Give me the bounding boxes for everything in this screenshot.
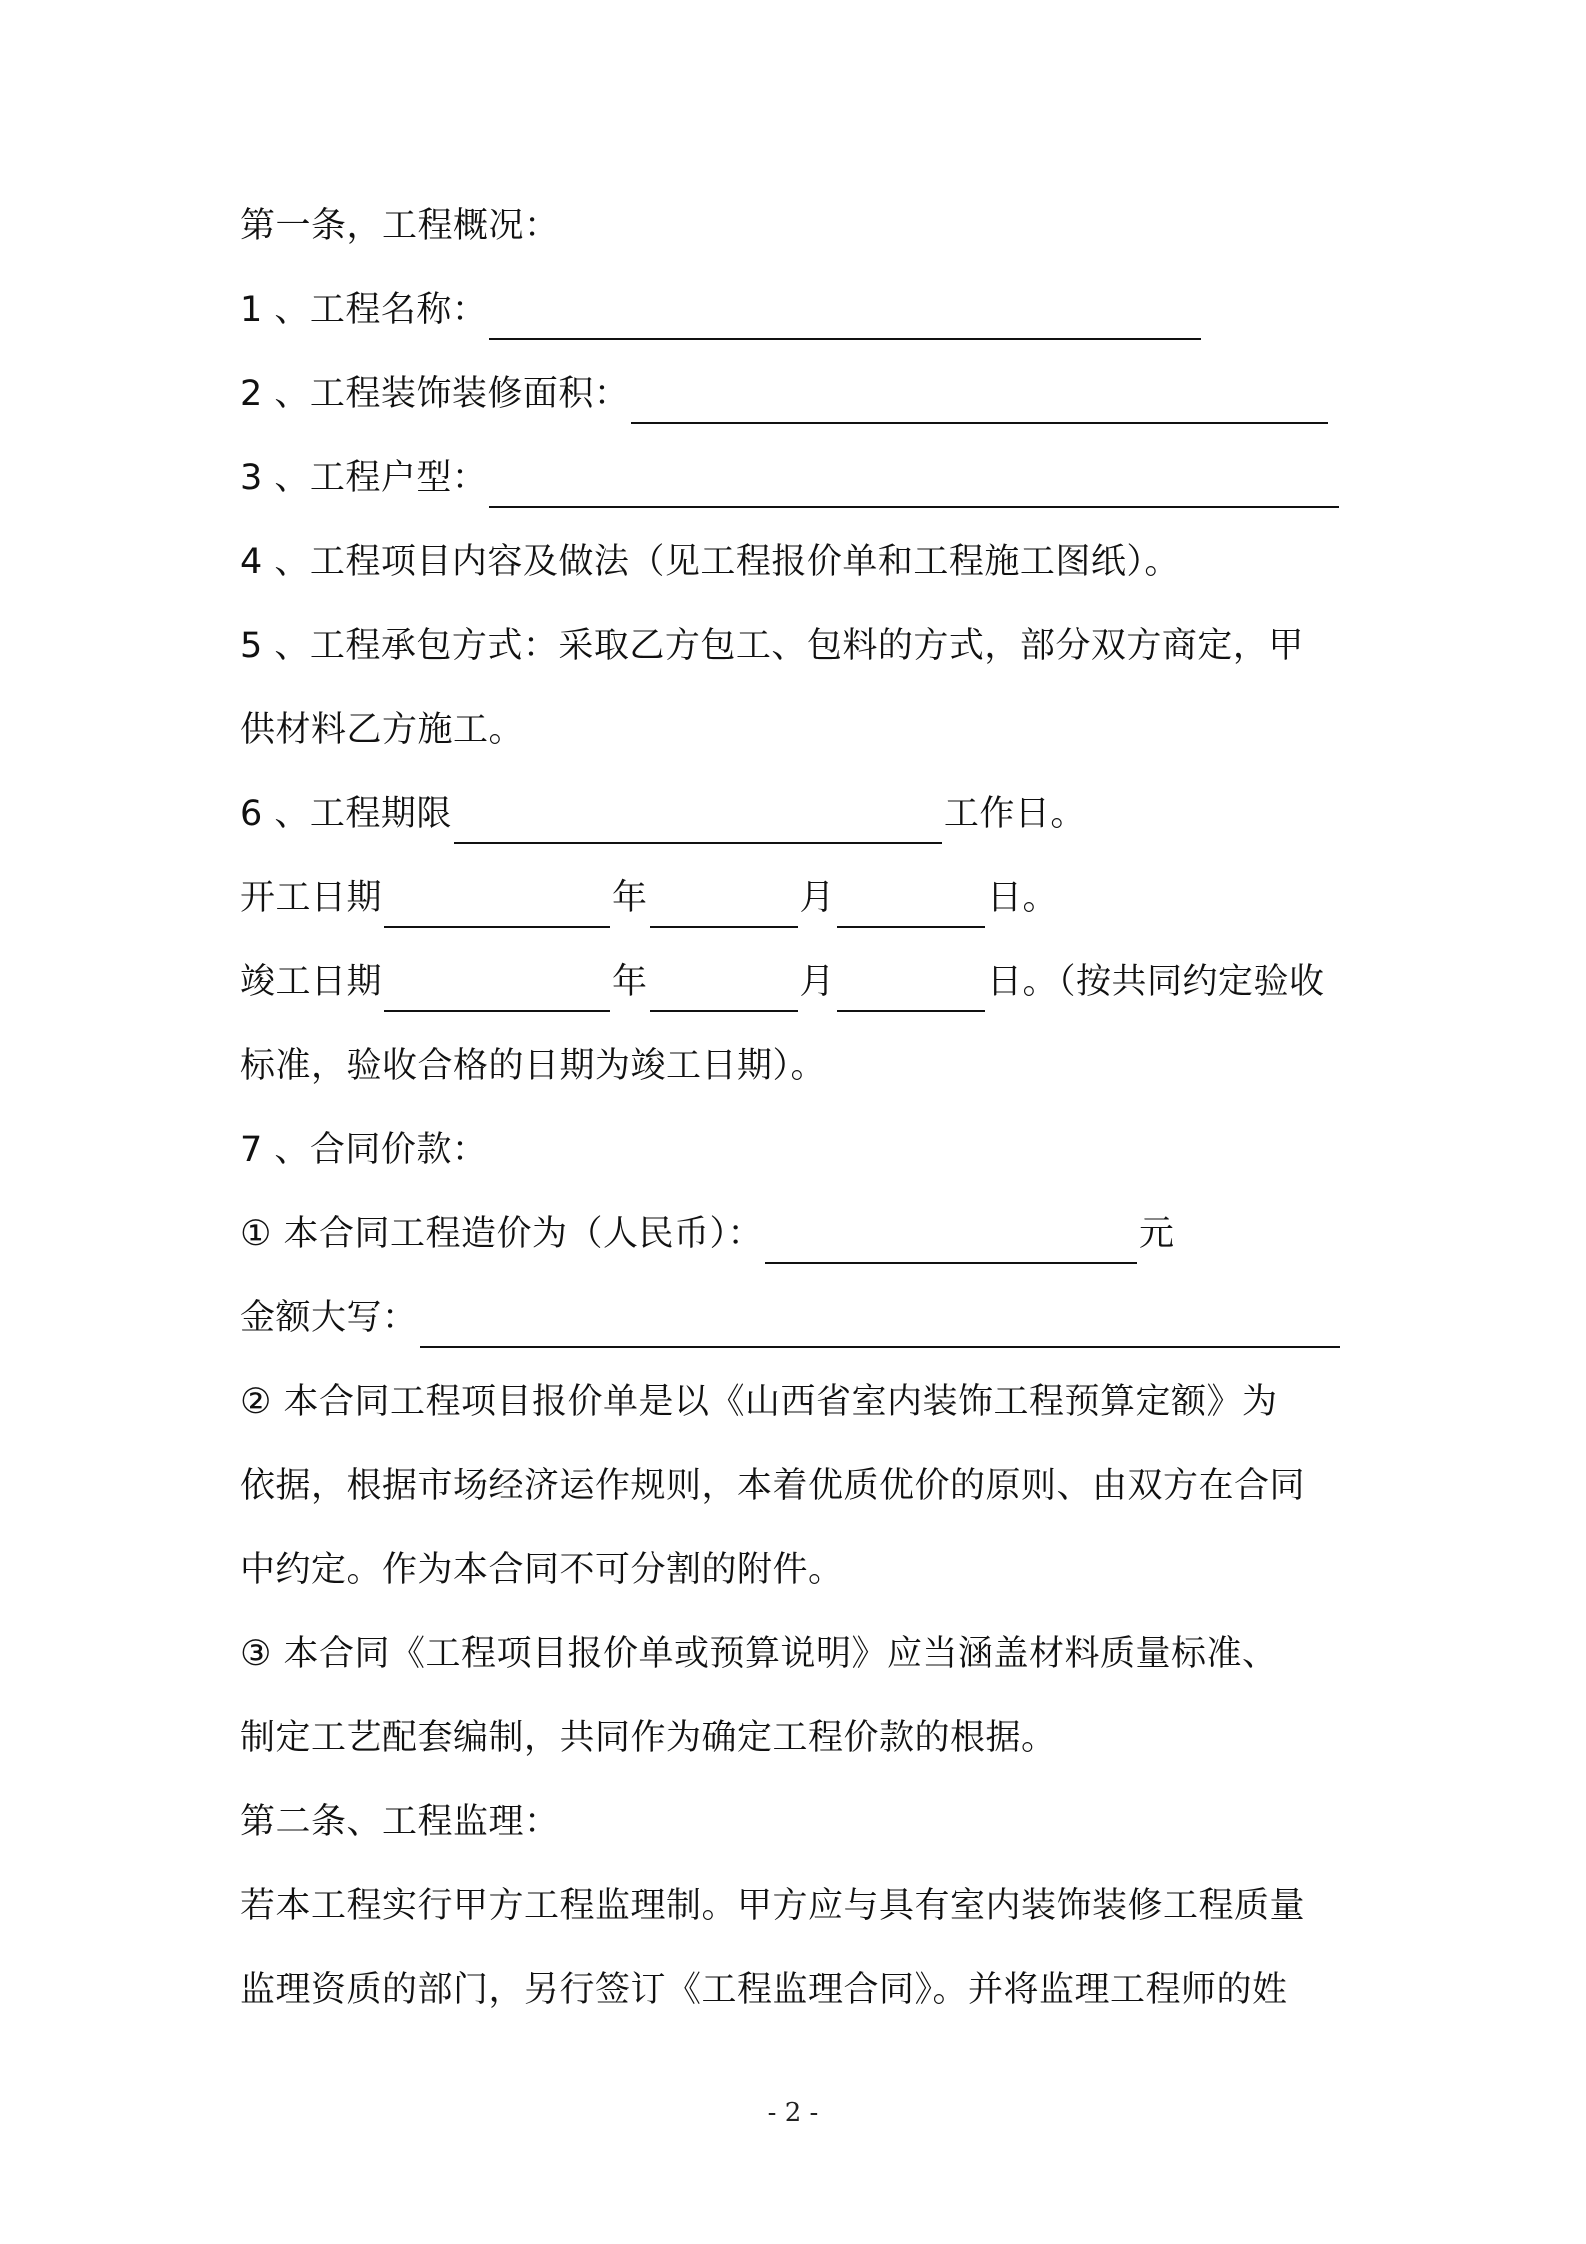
page-number: - 2 - (767, 2098, 819, 2128)
price-blank (765, 1214, 1137, 1264)
price-row (240, 1204, 1175, 1264)
finish-year-blank (384, 962, 610, 1012)
finish-month-label: 月 (799, 962, 836, 1002)
start-date-label: 开工日期 (240, 878, 383, 918)
article2-line1: 若本工程实行甲方工程监理制。甲方应与具有室内装饰装修工程质量 (240, 1886, 1306, 1926)
article1-heading: 第一条，工程概况： (240, 206, 560, 246)
duration-blank (454, 794, 942, 844)
price-unit: 元 (1139, 1214, 1175, 1254)
finish-date-row (240, 952, 1325, 1012)
clause2-line3: 中约定。作为本合同不可分割的附件。 (240, 1550, 844, 1590)
clause3-line1: ③ 本合同《工程项目报价单或预算说明》应当涵盖材料质量标准、 (240, 1634, 1278, 1674)
start-date-row (240, 868, 1058, 928)
house-type-label: 3 、工程户型： (240, 458, 488, 498)
start-month-blank (650, 878, 798, 928)
item4-text: 4 、工程项目内容及做法（见工程报价单和工程施工图纸）。 (240, 542, 1180, 582)
project-name-label: 1 、工程名称： (240, 290, 488, 330)
start-year-blank (384, 878, 610, 928)
article2-line2: 监理资质的部门，另行签订《工程监理合同》。并将监理工程师的姓 (240, 1970, 1288, 2010)
project-name-blank (489, 290, 1201, 340)
duration-row (240, 784, 1086, 844)
finish-day-label: 日。（按共同约定验收 (987, 962, 1325, 1002)
finish-year-label: 年 (612, 962, 648, 1002)
finish-date-label: 竣工日期 (240, 962, 383, 1002)
duration-suffix: 工作日。 (943, 794, 1086, 834)
amount-words-blank (420, 1298, 1340, 1348)
decoration-area-blank (631, 374, 1328, 424)
clause2-line1: ② 本合同工程项目报价单是以《山西省室内装饰工程预算定额》为 (240, 1382, 1278, 1422)
finish-month-blank (650, 962, 798, 1012)
clause2-line2: 依据，根据市场经济运作规则，本着优质优价的原则、由双方在合同 (240, 1466, 1306, 1506)
finish-date-note: 标准，验收合格的日期为竣工日期）。 (240, 1046, 827, 1086)
clause3-line2: 制定工艺配套编制，共同作为确定工程价款的根据。 (240, 1718, 1057, 1758)
decoration-area-label: 2 、工程装饰装修面积： (240, 374, 630, 414)
start-month-label: 月 (799, 878, 836, 918)
amount-words-row (240, 1288, 1342, 1348)
amount-words-label: 金额大写： (240, 1298, 418, 1338)
duration-label: 6 、工程期限 (240, 794, 452, 834)
start-year-label: 年 (612, 878, 648, 918)
contract-price-heading: 7 、合同价款： (240, 1130, 488, 1170)
item5-line1: 5 、工程承包方式：采取乙方包工、包料的方式，部分双方商定，甲 (240, 626, 1304, 666)
price-label: ① 本合同工程造价为（人民币）： (240, 1214, 764, 1254)
house-type-row (240, 448, 1341, 508)
article2-heading: 第二条、工程监理： (240, 1802, 560, 1842)
finish-day-blank (837, 962, 985, 1012)
house-type-blank (489, 458, 1339, 508)
item5-line2: 供材料乙方施工。 (240, 710, 525, 750)
start-day-blank (837, 878, 985, 928)
decoration-area-row (240, 364, 1330, 424)
project-name-row (240, 280, 1203, 340)
start-day-label: 日。 (987, 878, 1059, 918)
